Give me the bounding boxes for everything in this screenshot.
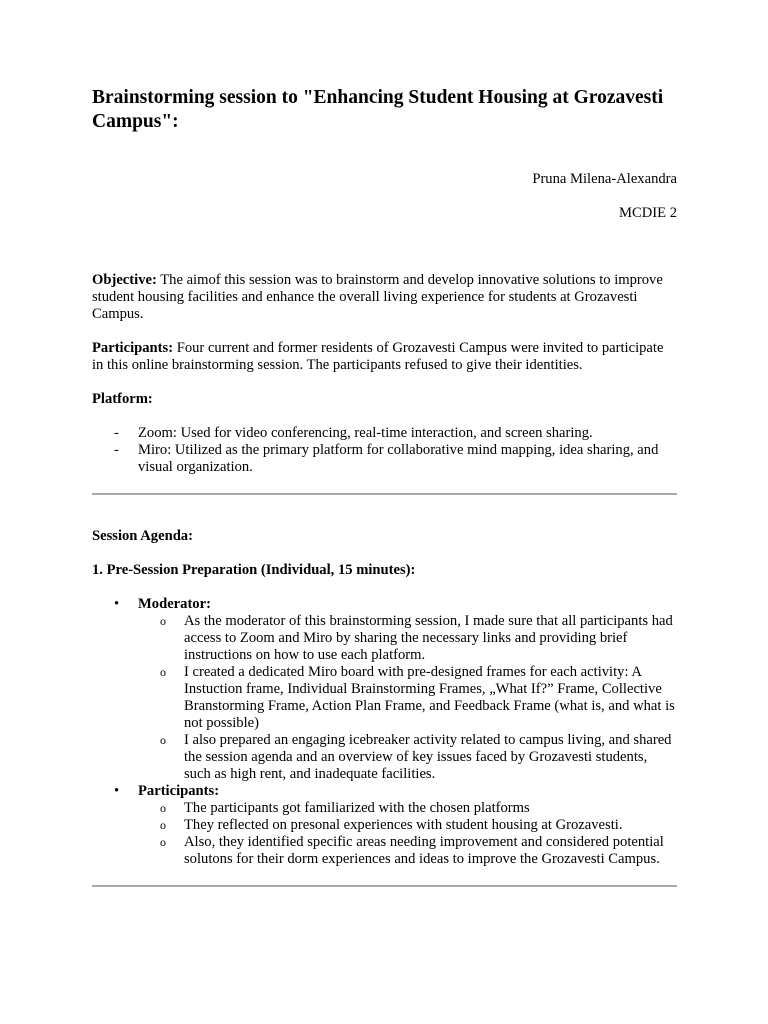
list-item: o I also prepared an engaging icebreaker activity related to campus living, and shared the session agenda and an overview of key issues faced by Grozavesti students, such as high rent, and inadequate facilities. [160,732,672,782]
document-title: Brainstorming session to "Enhancing Student Housing at Grozavesti Campus": [92,87,664,132]
list-item: o They reflected on presonal experiences with student housing at Grozavesti. [160,817,623,833]
participants-group-label: Participants: [138,783,220,799]
participants-text: Four current and former residents of Grozavesti Campus were invited to participate in this online brainstorming session. The participants refused to give their identities. [92,340,664,373]
sub-marker: o [160,818,166,832]
step1-list [92,596,677,868]
sub-marker: o [160,665,166,679]
list-item: o Also, they identified specific areas needing improvement and considered potential solutons for their dorm experiences and ideas to improve the Grozavesti Campus. [160,834,664,867]
sub-marker: o [160,835,166,849]
bullet-marker: • [114,783,120,799]
author-name: Pruna Milena-Alexandra [532,171,677,187]
list-item: o The participants got familiarized with the chosen platforms [160,800,530,816]
participants-paragraph [92,340,677,374]
moderator-sublist [138,613,677,783]
objective-paragraph [92,272,677,323]
sub-marker: o [160,801,166,815]
divider [92,493,677,495]
list-item [92,783,677,868]
participants-sublist [138,800,677,868]
participants-label: Participants: [92,340,174,356]
bullet-marker: • [114,596,120,612]
agenda-heading: Session Agenda: [92,528,193,544]
document-body [92,86,677,887]
sub-marker: o [160,733,166,747]
platform-list [92,425,677,476]
list-item: o As the moderator of this brainstorming session, I made sure that all participants had access to Zoom and Miro by sharing the necessary links and providing brief instructions on how to use each platform. [160,613,673,663]
divider [92,885,677,887]
step1-heading: 1. Pre-Session Preparation (Individual, 15 minutes): [92,562,416,578]
dash-marker: - [114,442,119,458]
objective-label: Objective: [92,272,157,288]
list-item: - Miro: Utilized as the primary platform for collaborative mind mapping, idea sharing, and visual organization. [114,442,659,475]
sub-marker: o [160,614,166,628]
list-item: - Zoom: Used for video conferencing, real-time interaction, and screen sharing. [114,425,593,441]
list-item [92,596,677,783]
objective-text: The aimof this session was to brainstorm and develop innovative solutions to improve student housing facilities and enhance the overall living experience for students at Grozavesti Campus. [92,272,663,322]
list-item: o I created a dedicated Miro board with pre-designed frames for each activity: A Instuction frame, Individual Brainstorming Frames, „What If?” Frame, Collective Branstorming Frame, Action Plan Frame, and Feedback Frame (what is, and what is not possible) [160,664,675,731]
dash-marker: - [114,425,119,441]
course-code: MCDIE 2 [619,205,677,221]
platform-heading: Platform: [92,391,153,407]
moderator-label: Moderator: [138,596,211,612]
